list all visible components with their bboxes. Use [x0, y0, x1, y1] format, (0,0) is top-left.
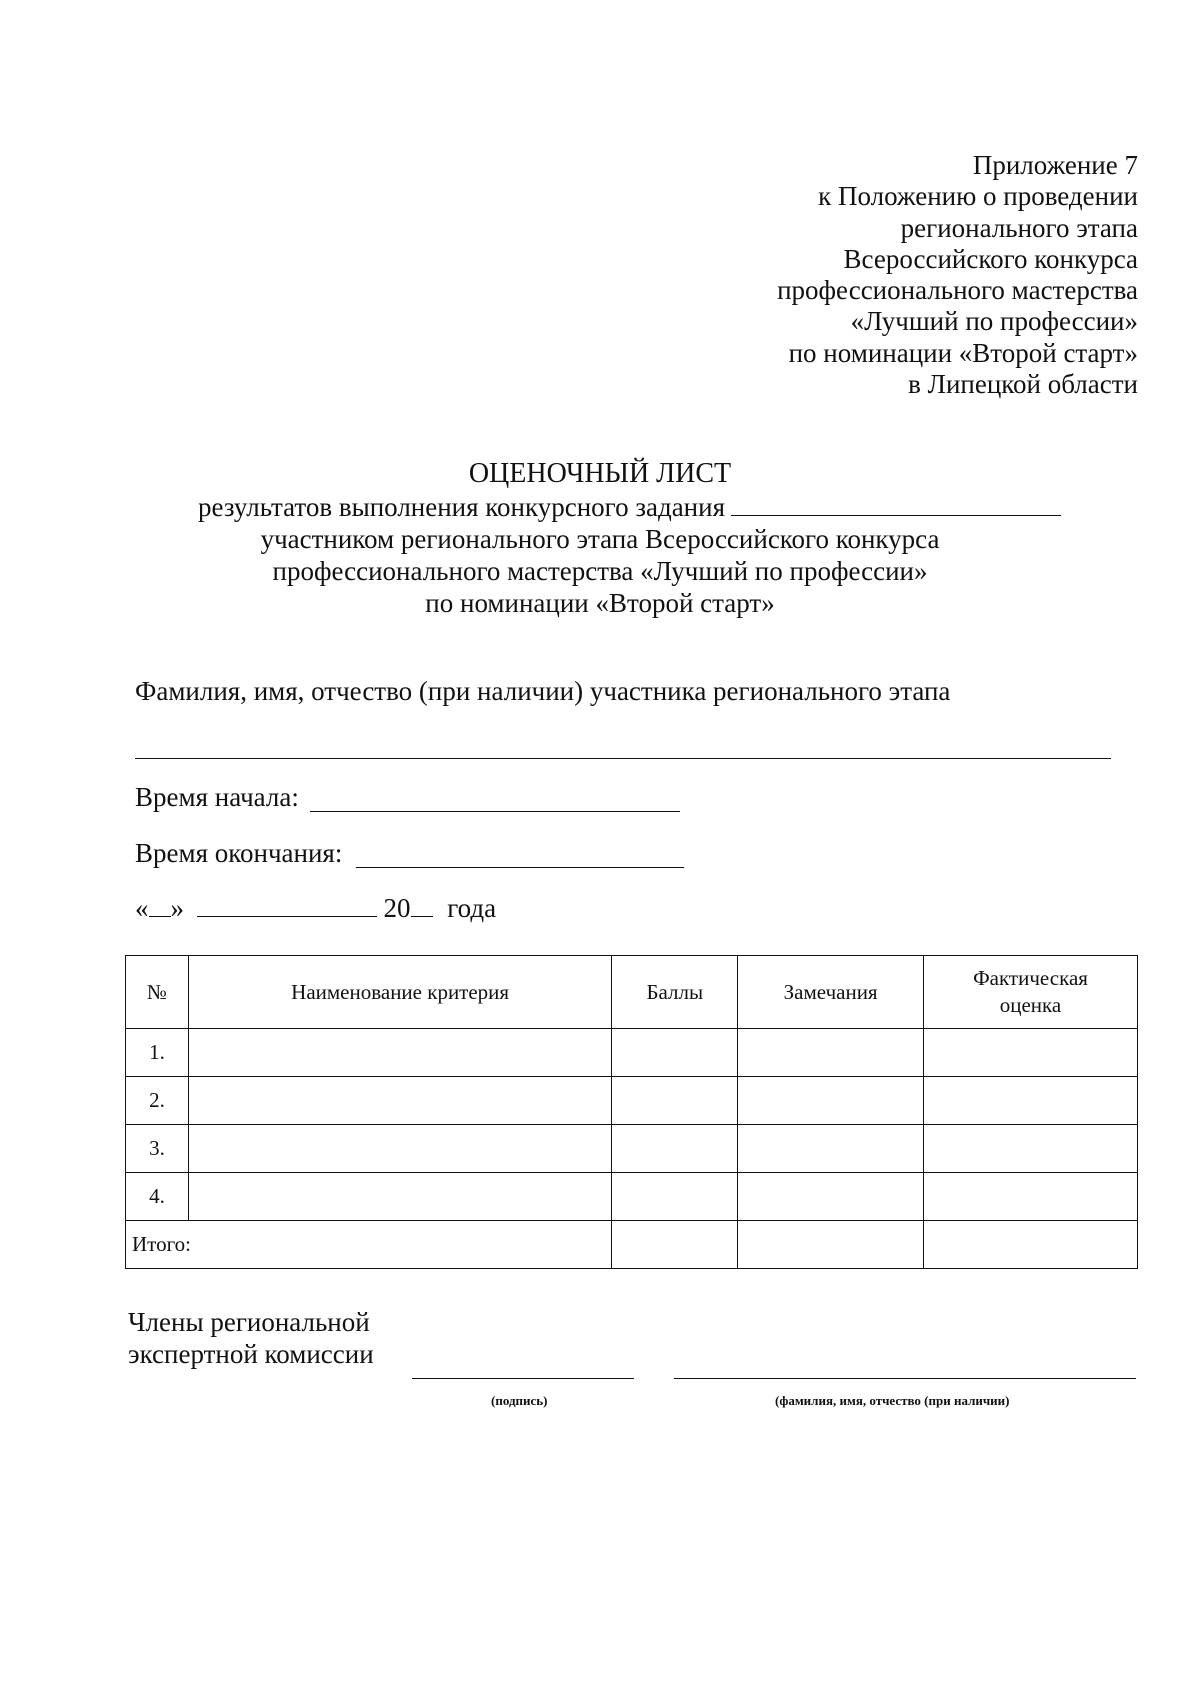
appendix-line: к Положению о проведении	[818, 181, 1138, 212]
row-number: 2.	[126, 1077, 189, 1125]
header-actual-score: Фактическая оценка	[924, 956, 1138, 1029]
remarks-cell[interactable]	[738, 1173, 924, 1221]
commission-label	[128, 1306, 374, 1370]
header-criterion: Наименование критерия	[188, 956, 611, 1029]
table-row	[126, 1077, 1138, 1125]
title-line-3: профессионального мастерства «Лучший по профессии»	[272, 556, 928, 586]
signer-name-blank[interactable]	[674, 1378, 1136, 1379]
appendix-line: «Лучший по профессии»	[850, 306, 1138, 337]
total-remarks-cell[interactable]	[738, 1221, 924, 1269]
date-suffix: года	[447, 893, 497, 923]
start-time-label: Время начала:	[135, 782, 299, 812]
score-cell[interactable]	[924, 1029, 1138, 1077]
start-time-blank[interactable]	[310, 811, 680, 812]
name-caption: (фамилия, имя, отчество (при наличии)	[775, 1393, 1010, 1408]
commission-line-1: Члены региональной	[128, 1307, 370, 1337]
appendix-line: регионального этапа	[900, 212, 1138, 243]
criterion-cell[interactable]	[188, 1077, 611, 1125]
appendix-line: Приложение 7	[972, 150, 1138, 180]
criterion-cell[interactable]	[188, 1125, 611, 1173]
header-number: №	[126, 956, 189, 1029]
date-open-quote: «	[135, 893, 149, 923]
header-points: Баллы	[612, 956, 738, 1029]
criterion-cell[interactable]	[188, 1173, 611, 1221]
criterion-cell[interactable]	[188, 1029, 611, 1077]
month-blank[interactable]	[197, 896, 377, 917]
score-cell[interactable]	[924, 1077, 1138, 1125]
title-line-1	[198, 492, 1061, 523]
table-row	[126, 1125, 1138, 1173]
document-title: ОЦЕНОЧНЫЙ ЛИСТ	[468, 458, 732, 489]
total-label: Итого:	[126, 1221, 612, 1269]
year-blank[interactable]	[411, 896, 433, 917]
points-cell[interactable]	[612, 1173, 738, 1221]
day-blank[interactable]	[149, 896, 171, 917]
date-row	[135, 893, 496, 924]
score-cell[interactable]	[924, 1173, 1138, 1221]
points-cell[interactable]	[612, 1125, 738, 1173]
header-remarks: Замечания	[738, 956, 924, 1029]
table-row	[126, 1029, 1138, 1077]
row-number: 1.	[126, 1029, 189, 1077]
fio-blank[interactable]	[135, 758, 1111, 759]
remarks-cell[interactable]	[738, 1029, 924, 1077]
appendix-line: Всероссийского конкурса	[843, 243, 1138, 274]
row-number: 3.	[126, 1125, 189, 1173]
signature-caption: (подпись)	[491, 1393, 548, 1408]
end-time-label: Время окончания:	[135, 838, 343, 868]
title-line-2: участником регионального этапа Всероссийского конкурса	[260, 524, 940, 554]
date-close-quote: »	[170, 893, 184, 923]
date-century: 20	[383, 893, 411, 923]
task-name-blank[interactable]	[731, 495, 1061, 516]
signature-blank[interactable]	[412, 1378, 634, 1379]
appendix-line: по номинации «Второй старт»	[788, 337, 1138, 368]
fio-label: Фамилия, имя, отчество (при наличии) участника регионального этапа	[135, 676, 951, 706]
commission-line-2: экспертной комиссии	[128, 1339, 374, 1369]
appendix-line: в Липецкой области	[908, 369, 1138, 400]
title-line-1-text: результатов выполнения конкурсного задания	[198, 492, 726, 522]
criteria-table	[125, 955, 1138, 1269]
appendix-block	[658, 150, 1138, 400]
score-cell[interactable]	[924, 1125, 1138, 1173]
appendix-line: профессионального мастерства	[777, 275, 1138, 306]
title-line-4: по номинации «Второй старт»	[425, 588, 775, 618]
table-header-row	[126, 956, 1138, 1029]
remarks-cell[interactable]	[738, 1125, 924, 1173]
total-row	[126, 1221, 1138, 1269]
end-time-blank[interactable]	[356, 867, 684, 868]
total-score-cell[interactable]	[924, 1221, 1138, 1269]
points-cell[interactable]	[612, 1029, 738, 1077]
remarks-cell[interactable]	[738, 1077, 924, 1125]
row-number: 4.	[126, 1173, 189, 1221]
points-cell[interactable]	[612, 1077, 738, 1125]
total-points-cell[interactable]	[612, 1221, 738, 1269]
table-row	[126, 1173, 1138, 1221]
